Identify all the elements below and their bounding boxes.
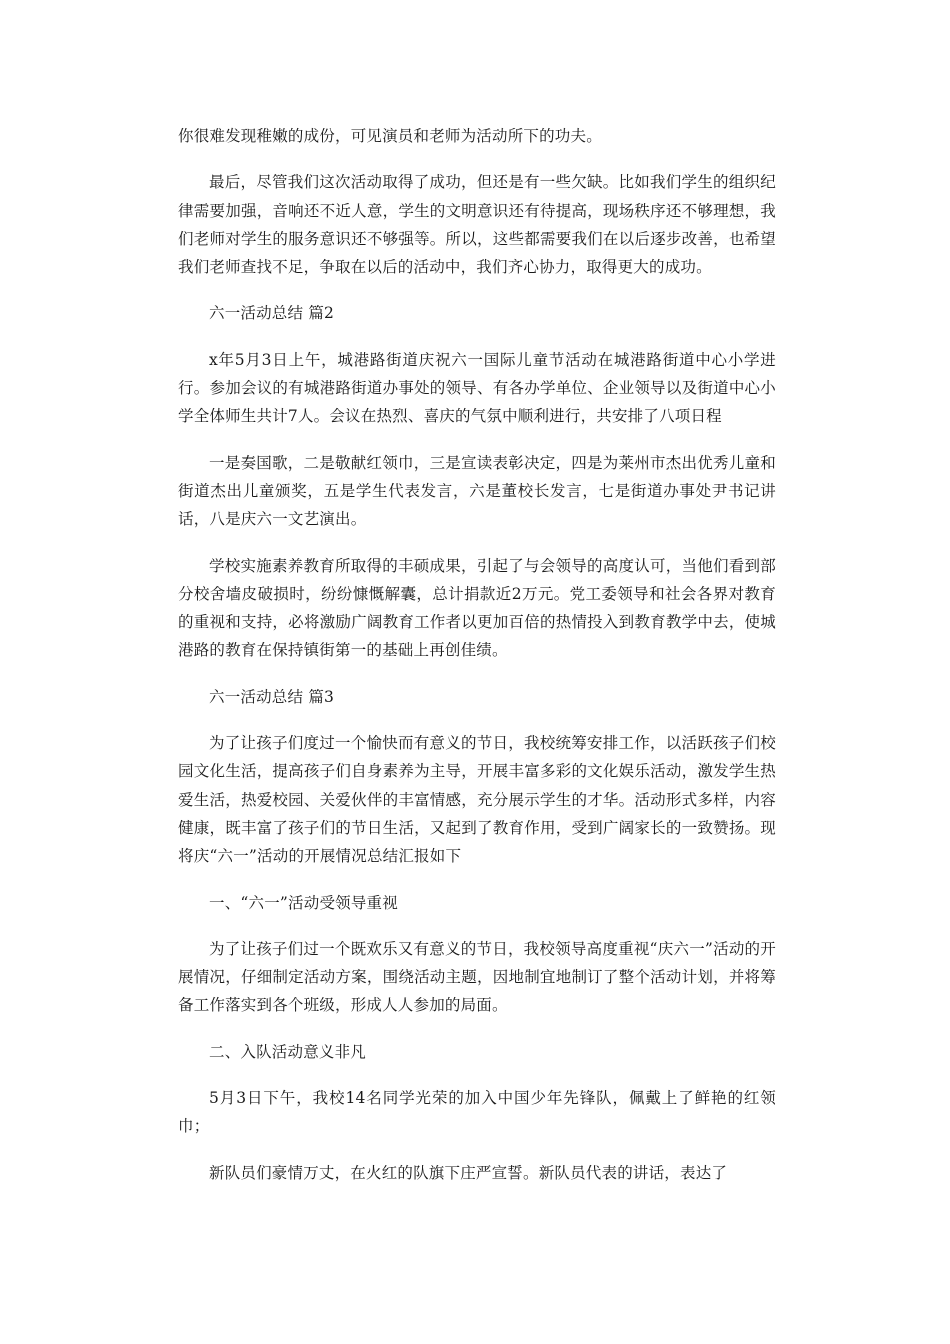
paragraph-gap bbox=[178, 1141, 776, 1159]
paragraph-gap bbox=[178, 665, 776, 683]
section-heading: 六一活动总结 篇2 bbox=[209, 304, 335, 323]
section-heading: 一、“六一”活动受领导重视 bbox=[209, 893, 398, 912]
paragraph-gap bbox=[178, 534, 776, 552]
paragraph-gap bbox=[178, 917, 776, 935]
document-page bbox=[178, 122, 776, 1187]
paragraph-gap bbox=[178, 711, 776, 729]
paragraph: 你很难发现稚嫩的成份，可见演员和老师为活动所下的功夫。 bbox=[178, 127, 602, 145]
section-heading: 六一活动总结 篇3 bbox=[209, 687, 335, 706]
paragraph: x年5月3日上午，城港路街道庆祝六一国际儿童节活动在城港路街道中心小学进行。参加会议的有城港路街道办事处的领导、有各办学单位、企业领导以及街道中心小学全体师生共计7人。会议在热烈、喜庆的气氛中顺利进行，共安排了八项日程 bbox=[178, 350, 776, 426]
paragraph: 最后，尽管我们这次活动取得了成功，但还是有一些欠缺。比如我们学生的组织纪律需要加强，音响还不近人意，学生的文明意识还有待提高，现场秩序还不够理想，我们老师对学生的服务意识还不够强等。所以，这些都需要我们在以后逐步改善，也希望我们老师查找不足，争取在以后的活动中，我们齐心协力，取得更大的成功。 bbox=[178, 173, 776, 277]
paragraph: 一是奏国歌，二是敬献红领巾，三是宣读表彰决定，四是为莱州市杰出优秀儿童和街道杰出儿童颁奖，五是学生代表发言，六是董校长发言，七是街道办事处尹书记讲话，八是庆六一文艺演出。 bbox=[178, 453, 776, 529]
paragraph: 为了让孩子们度过一个愉快而有意义的节日，我校统筹安排工作，以活跃孩子们校园文化生活，提高孩子们自身素养为主导，开展丰富多彩的文化娱乐活动，激发学生热爱生活，热爱校园、关爱伙伴的丰富情感，充分展示学生的才华。活动形式多样，内容健康，既丰富了孩子们的节日生活，又起到了教育作用，受到广阔家长的一致赞扬。现将庆“六一”活动的开展情况总结汇报如下 bbox=[178, 734, 776, 866]
section-heading: 二、入队活动意义非凡 bbox=[209, 1042, 367, 1061]
paragraph-gap bbox=[178, 1066, 776, 1084]
paragraph: 5月3日下午，我校14名同学光荣的加入中国少年先锋队，佩戴上了鲜艳的红领巾； bbox=[178, 1089, 776, 1136]
paragraph-gap bbox=[178, 328, 776, 346]
paragraph-gap bbox=[178, 871, 776, 889]
paragraph-gap bbox=[178, 150, 776, 168]
paragraph-gap bbox=[178, 281, 776, 299]
paragraph: 新队员们豪情万丈，在火红的队旗下庄严宣誓。新队员代表的讲话，表达了 bbox=[209, 1163, 728, 1182]
paragraph-gap bbox=[178, 431, 776, 449]
paragraph: 为了让孩子们过一个既欢乐又有意义的节日，我校领导高度重视“庆六一”活动的开展情况，仔细制定活动方案，围绕活动主题，因地制宜地制订了整个活动计划，并将筹备工作落实到各个班级，形成人人参加的局面。 bbox=[178, 939, 776, 1015]
paragraph: 学校实施素养教育所取得的丰硕成果，引起了与会领导的高度认可，当他们看到部分校舍墙皮破损时，纷纷慷慨解囊，总计捐款近2万元。党工委领导和社会各界对教育的重视和支持，必将激励广阔教育工作者以更加百倍的热情投入到教育教学中去，使城港路的教育在保持镇街第一的基础上再创佳绩。 bbox=[178, 556, 776, 660]
paragraph-gap bbox=[178, 1020, 776, 1038]
